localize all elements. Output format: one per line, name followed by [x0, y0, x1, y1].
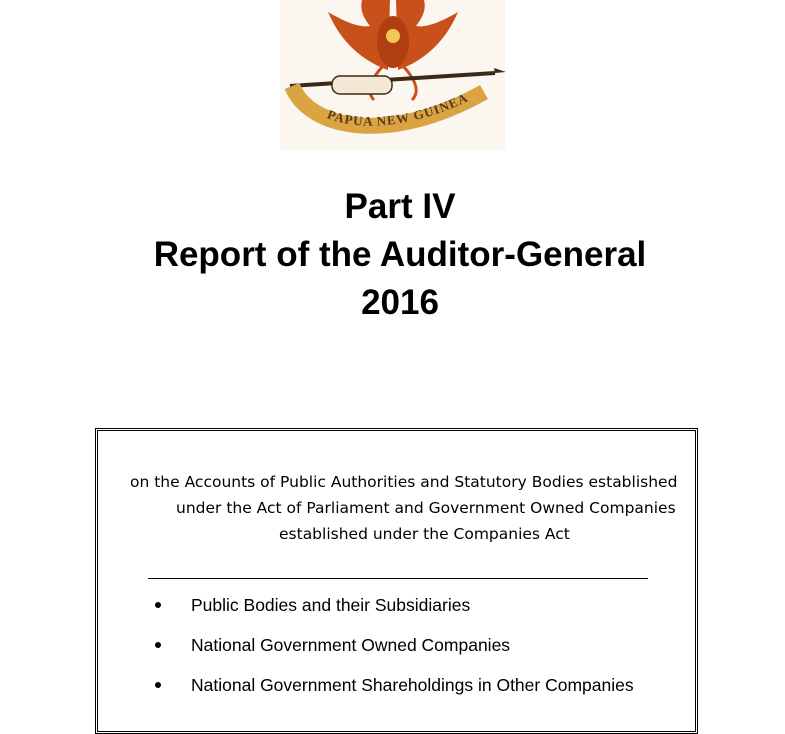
list-item-text: National Government Shareholdings in Other Companies [191, 675, 634, 695]
title-report-name: Report of the Auditor-General [153, 235, 647, 274]
scope-line: on the Accounts of Public Authorities and Statutory Bodies established [130, 473, 678, 491]
bird-of-paradise-emblem-icon [270, 0, 515, 155]
list-item [98, 633, 695, 673]
list-item [98, 673, 695, 713]
emblem-graphic [270, 0, 515, 155]
emblem-chest [386, 29, 400, 43]
emblem-kundu-drum [332, 76, 392, 94]
bullet-icon [155, 682, 161, 688]
report-title [0, 183, 785, 327]
scope-line: under the Act of Parliament and Government Owned Companies [176, 499, 676, 517]
title-year: 2016 [361, 283, 439, 322]
bullet-icon [155, 602, 161, 608]
emblem-country-text: PAPUA NEW GUINEA [325, 89, 471, 129]
scope-line: established under the Companies Act [279, 525, 570, 543]
title-part: Part IV [344, 187, 456, 226]
list-item-text: Public Bodies and their Subsidiaries [191, 595, 471, 615]
scope-description [98, 469, 695, 547]
list-item [98, 593, 695, 633]
divider-rule [148, 578, 648, 579]
bullet-icon [155, 642, 161, 648]
list-item-text: National Government Owned Companies [191, 635, 511, 655]
scope-box [95, 428, 698, 734]
scope-list [98, 593, 695, 713]
